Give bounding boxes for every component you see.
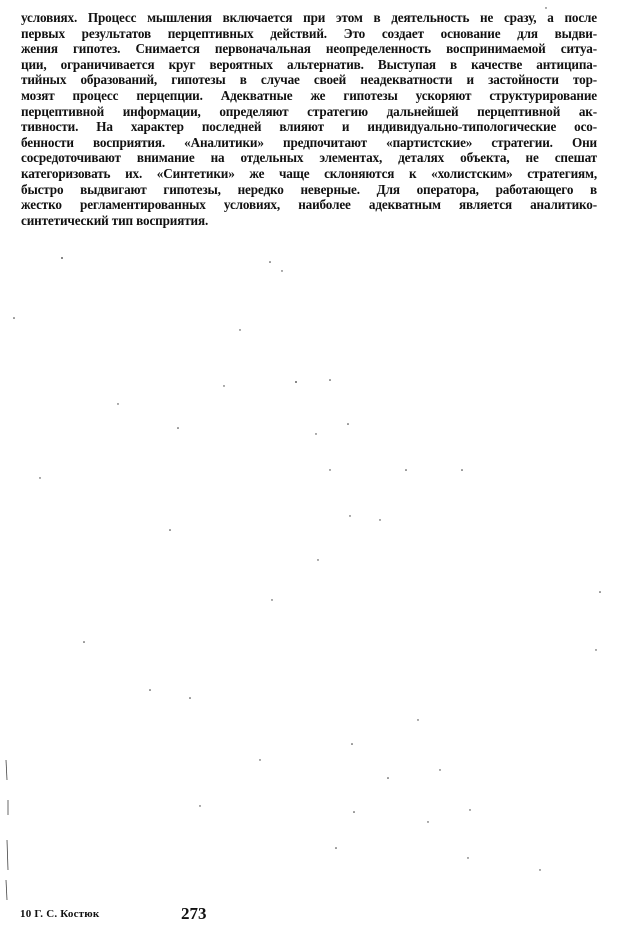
text-line: быстро выдвигают гипотезы, нередко неверные. Для оператора, работающего в xyxy=(21,181,597,197)
text-line: первых результатов перцептивных действий. Это создает основание для выдви- xyxy=(21,25,597,41)
signature-mark: 10 Г. С. Костюк xyxy=(20,908,100,920)
text-line: тивности. На характер последней влияют и индивидуально-типологические осо- xyxy=(21,119,597,135)
text-line: сосредоточивают внимание на отдельных элементах, деталях объекта, не спешат xyxy=(21,150,597,166)
text-line: условиях. Процесс мышления включается при этом в деятельность не сразу, а после xyxy=(21,10,597,25)
body-text xyxy=(21,10,597,228)
text-line: тийных образований, гипотезы в случае своей неадекватности и застойности тор- xyxy=(21,72,597,88)
text-line: ции, ограничивается круг вероятных альтернатив. Выступая в качестве антиципа- xyxy=(21,56,597,72)
page-number: 273 xyxy=(181,904,207,923)
page-footer xyxy=(0,904,620,926)
text-line: бенности восприятия. «Аналитики» предпочитают «партистские» стратегии. Они xyxy=(21,134,597,150)
text-line: жения гипотез. Снимается первоначальная неопределенность воспринимаемой ситуа- xyxy=(21,41,597,57)
text-line: жестко регламентированных условиях, наиболее адекватным является аналитико- xyxy=(21,197,597,213)
text-line-last: синтетический тип восприятия. xyxy=(21,212,209,228)
text-line: перцептивной информации, определяют стратегию дальнейшей перцептивной ак- xyxy=(21,103,597,119)
text-line: мозят процесс перцепции. Адекватные же гипотезы ускоряют структурирование xyxy=(21,87,597,103)
text-line: категоризовать их. «Синтетики» же чаще склоняются к «холистским» стратегиям, xyxy=(21,165,597,181)
